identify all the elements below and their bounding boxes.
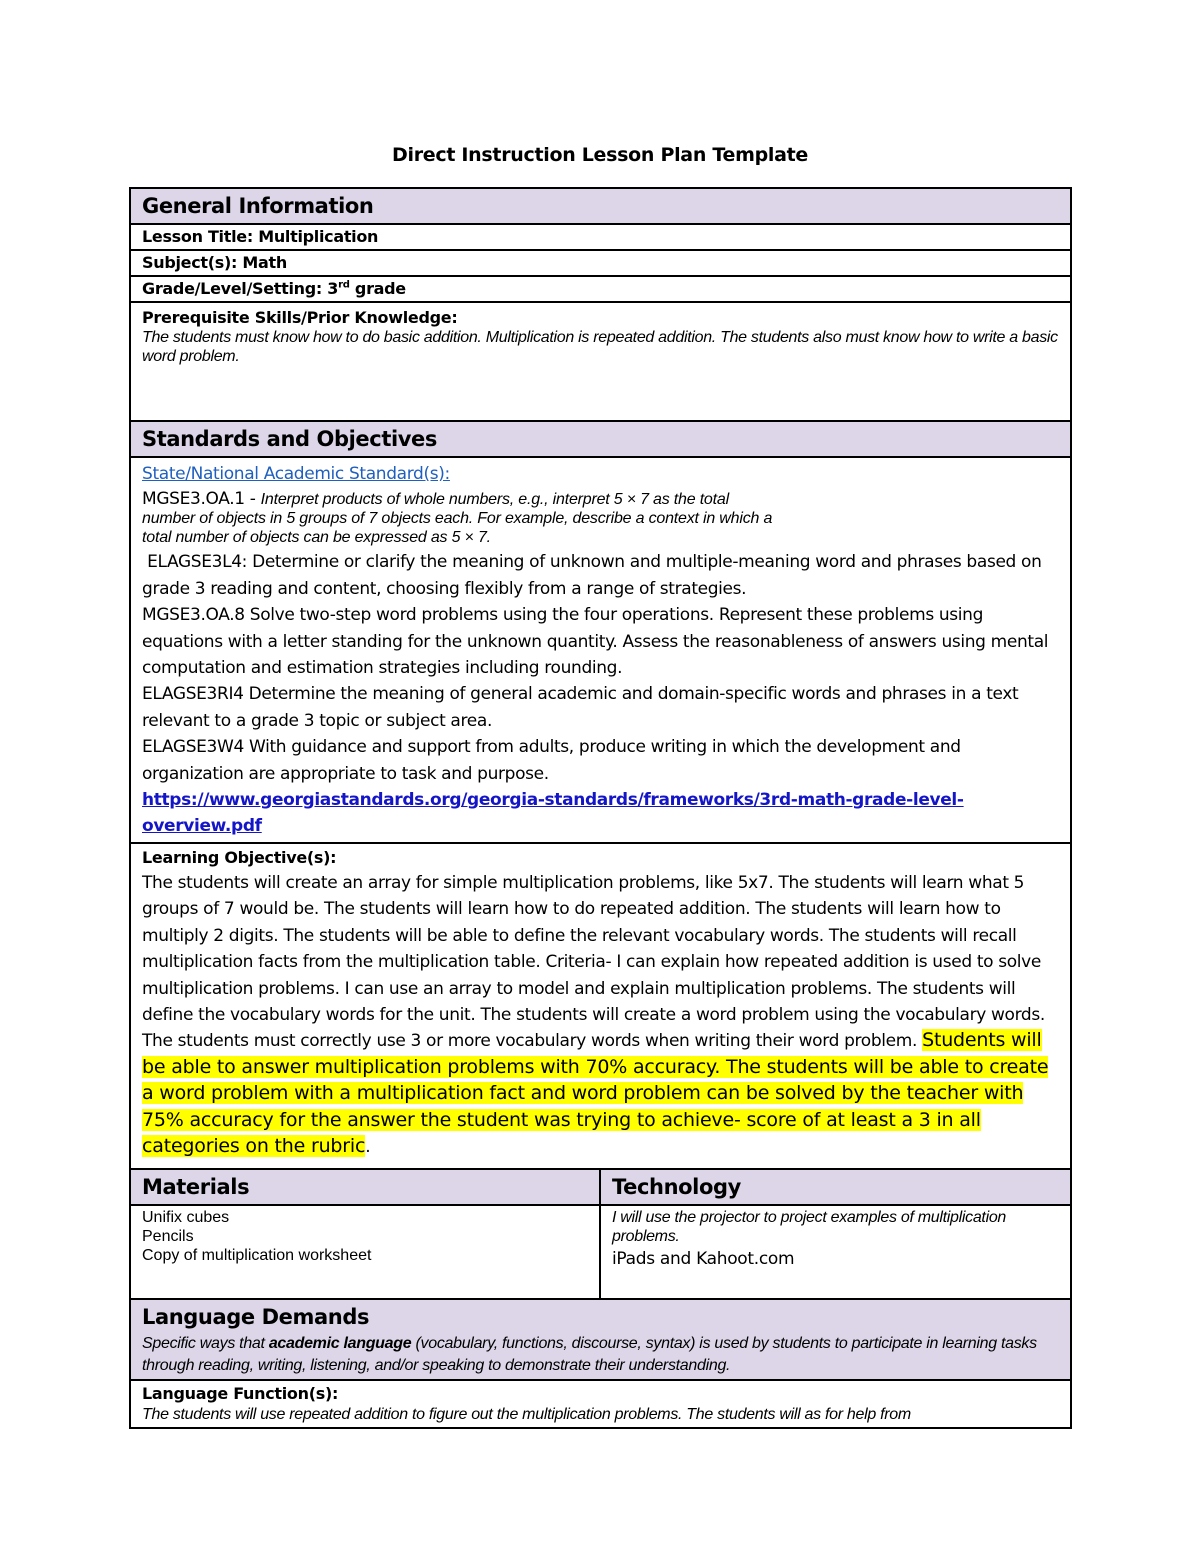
material-item: Unifix cubes bbox=[142, 1208, 230, 1226]
standards-cell bbox=[130, 457, 1071, 843]
standard-elagse3l4: ELAGSE3L4: Determine or clarify the meaning of unknown and multiple-meaning word and phrases based on grade 3 reading and content, choosing flexibly from a range of strategies. bbox=[142, 552, 1047, 599]
language-desc-after: (vocabulary, functions, discourse, syntax) is used by students to participate in learning tasks through reading, writing, listening, and/or speaking to demonstrate their understanding. bbox=[142, 1334, 1037, 1374]
standard-line-3: total number of objects can be expressed as 5 × 7. bbox=[142, 529, 491, 547]
standard-mgse3-oa8: MGSE3.OA.8 Solve two-step word problems using the four operations. Represent these problems using equations with a letter standing for the unknown quantity. Assess the reasonableness of answers using mental computation and estimation strategies including rounding. bbox=[142, 605, 1049, 679]
material-item: Pencils bbox=[142, 1227, 194, 1245]
standards-objectives-header: Standards and Objectives bbox=[130, 421, 1071, 457]
academic-standards-link[interactable]: State/National Academic Standard(s): bbox=[142, 464, 450, 484]
prerequisite-label: Prerequisite Skills/Prior Knowledge: bbox=[142, 308, 458, 327]
standard-code: MGSE3.OA.1 bbox=[142, 489, 245, 510]
general-information-header: General Information bbox=[130, 188, 1071, 224]
technology-header: Technology bbox=[600, 1169, 1071, 1205]
language-desc-before: Specific ways that bbox=[142, 1334, 269, 1352]
learning-objectives-cell bbox=[130, 843, 1071, 1169]
lesson-plan-table bbox=[129, 187, 1072, 1429]
prerequisite-cell bbox=[130, 302, 1071, 421]
standard-line-2: number of objects in 5 groups of 7 objects each. For example, describe a context in which a bbox=[142, 510, 773, 528]
technology-tools: iPads and Kahoot.com bbox=[612, 1248, 795, 1269]
standard-elagse3ri4: ELAGSE3RI4 Determine the meaning of general academic and domain-specific words and phrases in a text relevant to a grade 3 topic or subject area. bbox=[142, 684, 1019, 731]
standard-mgse3-oa1 bbox=[142, 489, 1059, 509]
standard-line-1: Interpret products of whole numbers, e.g., interpret 5 × 7 as the total bbox=[260, 491, 729, 509]
language-function-text: The students will use repeated addition to figure out the multiplication problems. The students will as for help from bbox=[142, 1405, 911, 1423]
material-item: Copy of multiplication worksheet bbox=[142, 1246, 372, 1264]
standard-dash: - bbox=[244, 489, 261, 510]
language-function-label: Language Function(s): bbox=[142, 1383, 339, 1403]
technology-cell bbox=[600, 1205, 1071, 1299]
prerequisite-text: The students must know how to do basic addition. Multiplication is repeated addition. The students also must know how to write a basic word problem. bbox=[142, 329, 1058, 365]
document-title: Direct Instruction Lesson Plan Template bbox=[392, 144, 808, 166]
grade-level-row bbox=[130, 276, 1071, 302]
language-demands-cell bbox=[130, 1299, 1071, 1380]
language-function-cell bbox=[130, 1380, 1071, 1428]
learning-objectives-text bbox=[142, 870, 1059, 1160]
georgia-standards-url[interactable]: https://www.georgiastandards.org/georgia-standards/frameworks/3rd-math-grade-level-overview.pdf bbox=[142, 790, 964, 837]
standard-elagse3w4: ELAGSE3W4 With guidance and support from adults, produce writing in which the development and organization are appropriate to task and purpose. bbox=[142, 737, 961, 784]
materials-header: Materials bbox=[130, 1169, 600, 1205]
language-demands-description bbox=[142, 1333, 1059, 1377]
lesson-title-row: Lesson Title: Multiplication bbox=[130, 224, 1071, 250]
objective-text: The students will create an array for simple multiplication problems, like 5x7. The students will learn what 5 groups of 7 would be. The students will learn how to do repeated addition. The students will learn how to multiply 2 digits. The students will be able to define the relevant vocabulary words. The students will recall multiplication facts from the multiplication table. Criteria- I can explain how repeated addition is used to solve multiplication problems. I can use an array to model and explain multiplication problems. The students will define the vocabulary words for the unit. The students will create a word problem using the vocabulary words. The students must correctly use 3 or more vocabulary words when writing their word problem. bbox=[142, 872, 1045, 1052]
materials-cell bbox=[130, 1205, 600, 1299]
grade-superscript: rd bbox=[338, 279, 350, 291]
grade-suffix: grade bbox=[349, 279, 406, 298]
learning-objectives-label: Learning Objective(s): bbox=[142, 847, 337, 867]
technology-text: I will use the projector to project examples of multiplication problems. bbox=[612, 1208, 1007, 1245]
subjects-row: Subject(s): Math bbox=[130, 250, 1071, 276]
grade-prefix: Grade/Level/Setting: 3 bbox=[142, 279, 339, 298]
objective-highlight: Students will be able to answer multiplication problems with 70% accuracy. The students will be able to create a word problem with a multiplication fact and word problem can be solved by the teacher with 75% accuracy for the answer the student was trying to achieve- score of at least a 3 in all categories on the rubric bbox=[142, 1029, 1049, 1157]
objective-end: . bbox=[365, 1136, 371, 1157]
language-demands-header: Language Demands bbox=[142, 1304, 370, 1329]
academic-language-term: academic language bbox=[268, 1334, 412, 1352]
